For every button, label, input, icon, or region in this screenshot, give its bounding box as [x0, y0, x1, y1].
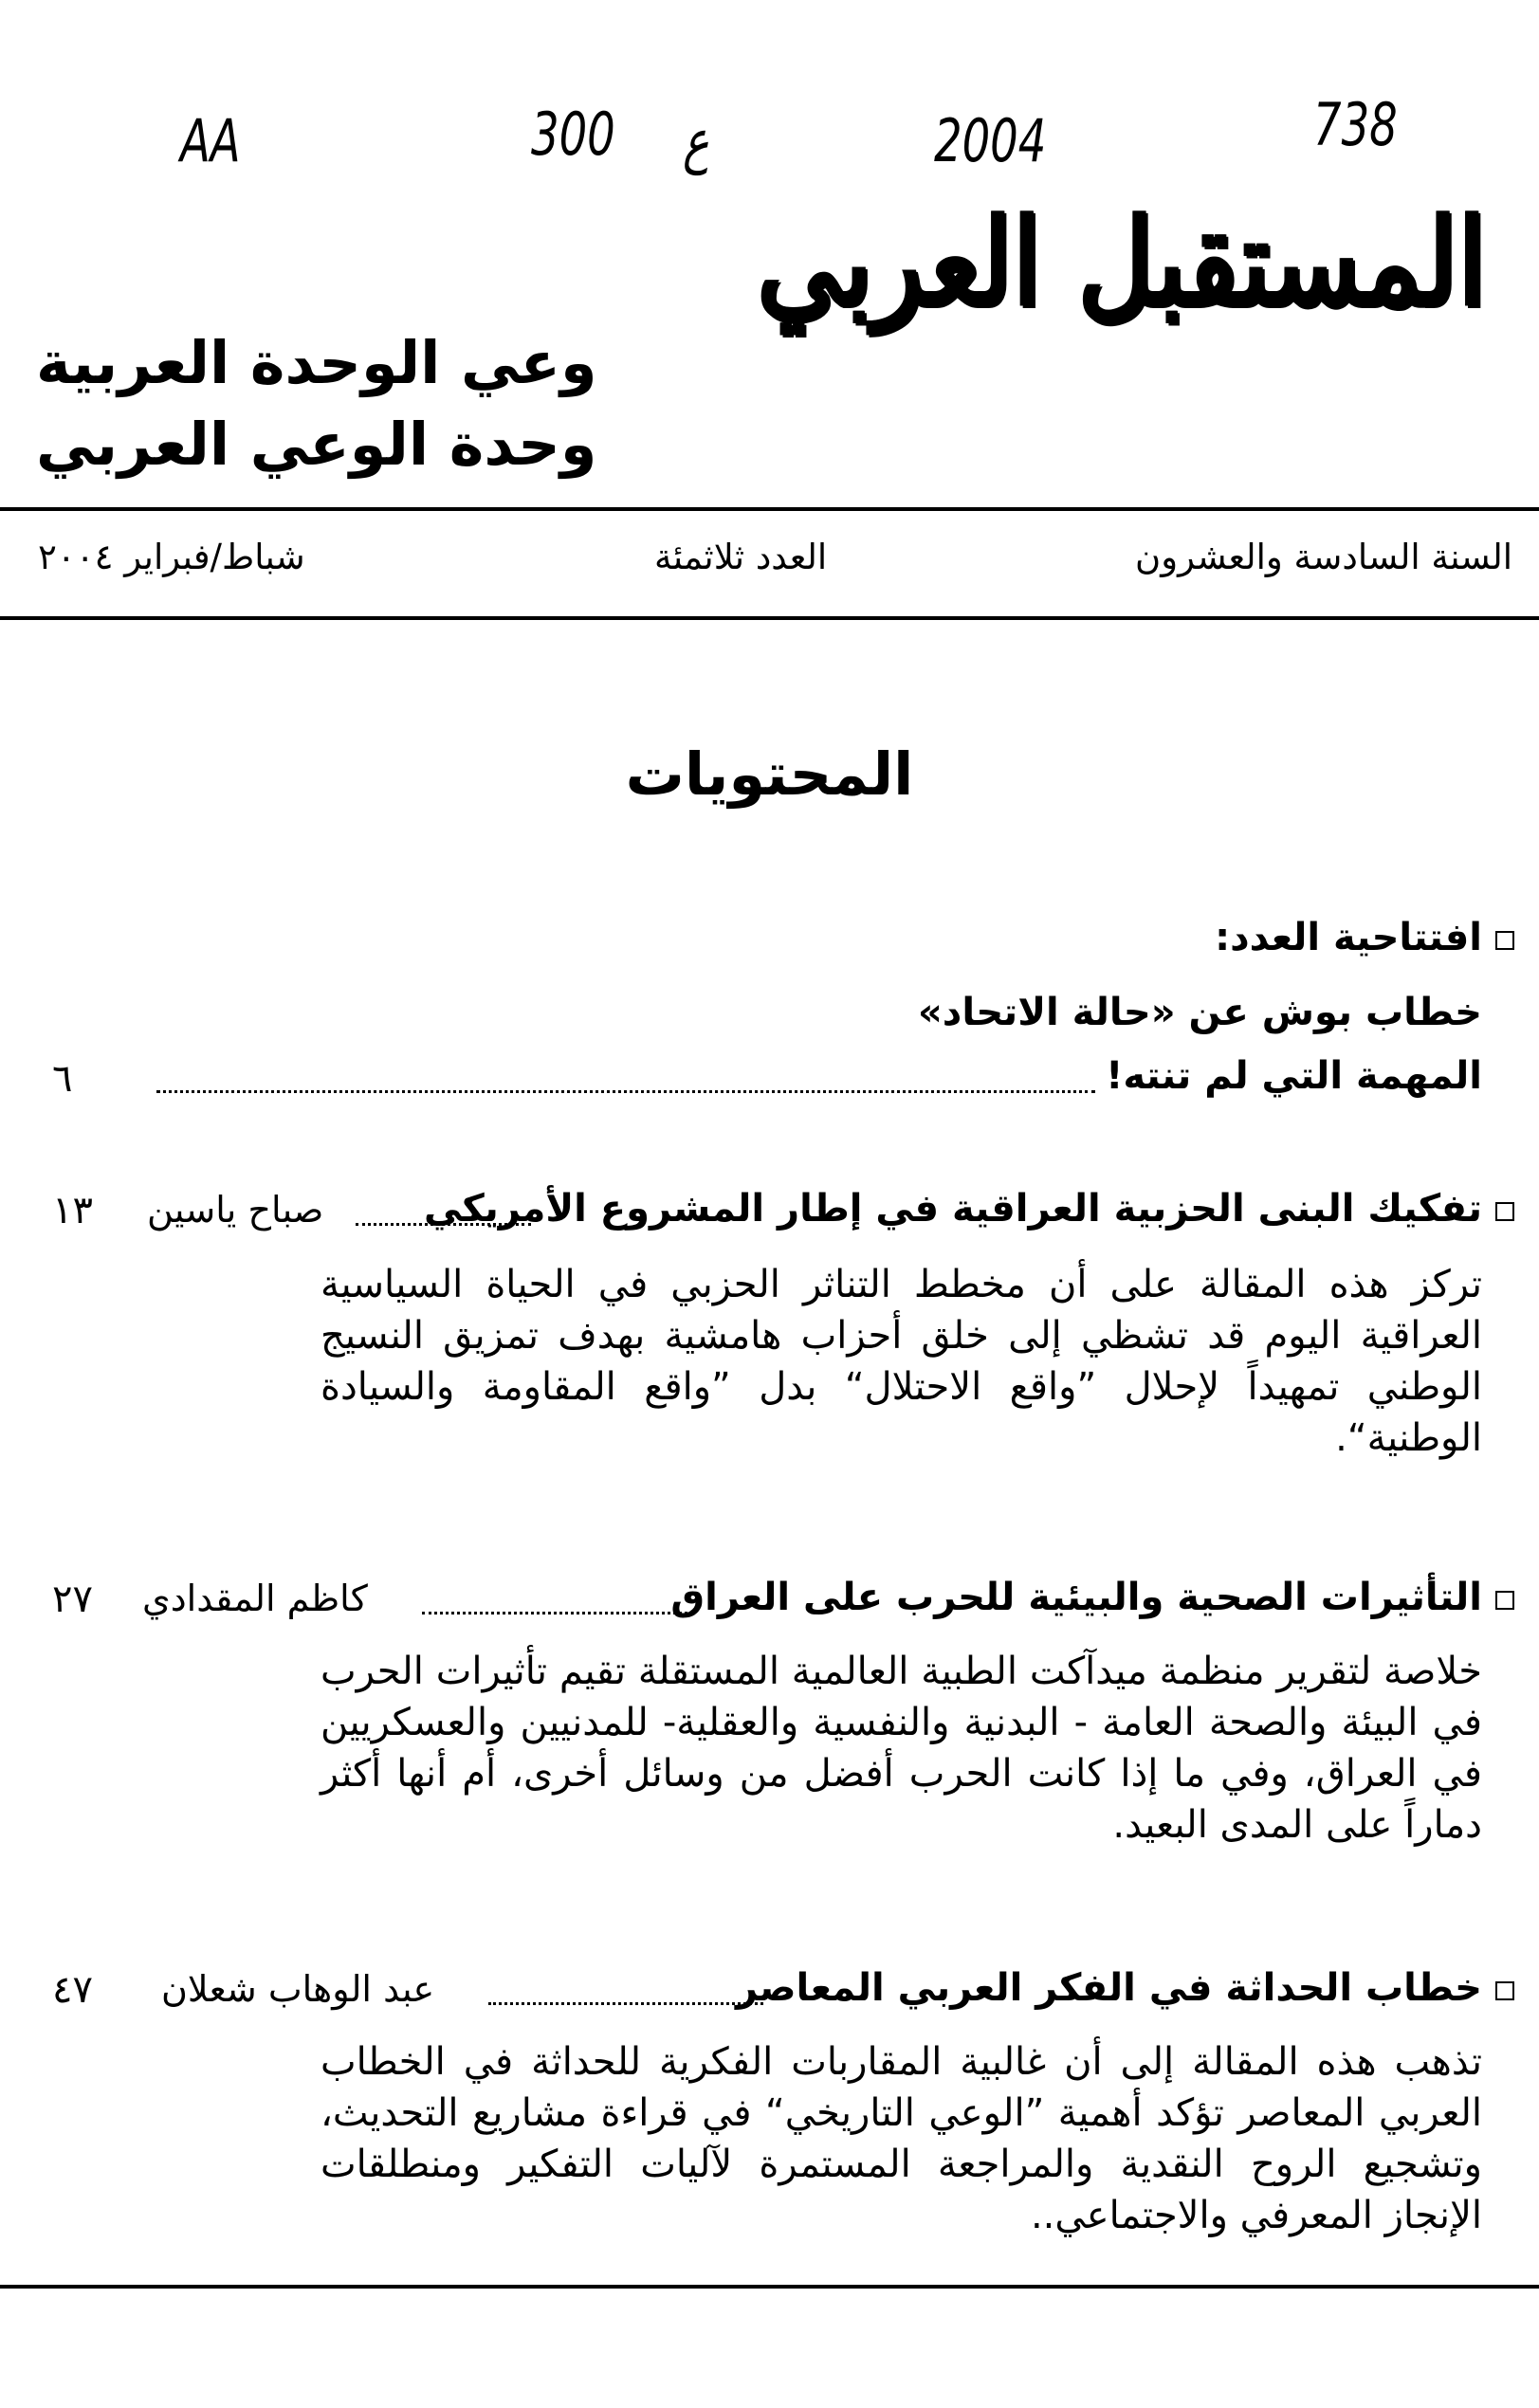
- section-1-line-2: المهمة التي لم تنته!: [1106, 1054, 1482, 1098]
- header-rule-bottom: [0, 616, 1539, 620]
- handwritten-number: 300: [531, 100, 615, 169]
- section-1-page: ٦: [52, 1057, 73, 1101]
- handwritten-code: AA: [180, 106, 241, 175]
- section-4-checkbox: [1495, 1981, 1514, 2000]
- handwritten-letter: ع: [683, 106, 709, 175]
- year-label: السنة السادسة والعشرون: [1135, 537, 1512, 577]
- section-2-checkbox: [1495, 1202, 1514, 1221]
- footer-rule: [0, 2285, 1539, 2289]
- section-3-page: ٢٧: [52, 1578, 93, 1621]
- section-1-title: افتتاحية العدد:: [1215, 916, 1482, 959]
- slogan-line-2: وحدة الوعي العربي: [36, 410, 597, 479]
- contents-title: المحتويات: [625, 739, 914, 809]
- section-2-page: ١٣: [52, 1189, 93, 1232]
- date-label: شباط/فبراير ٢٠٠٤: [38, 537, 305, 577]
- issue-label: العدد ثلاثمئة: [654, 537, 828, 577]
- handwritten-year: 2004: [934, 106, 1047, 175]
- handwritten-ref: 738: [1313, 90, 1398, 159]
- section-4-author: عبد الوهاب شعلان: [161, 1968, 435, 2010]
- section-4-title: خطاب الحداثة في الفكر العربي المعاصر: [736, 1966, 1482, 2010]
- section-1-leader: [156, 1090, 1095, 1093]
- section-3-checkbox: [1495, 1591, 1514, 1610]
- section-4-page: ٤٧: [52, 1968, 93, 2012]
- section-1-checkbox: [1495, 931, 1514, 950]
- section-1-line-1: خطاب بوش عن «حالة الاتحاد»: [917, 991, 1482, 1034]
- section-2-abstract: تركز هذه المقالة على أن مخطط التناثر الحزبي في الحياة السياسية العراقية اليوم قد تشظي إلى خلق أحزاب هامشية بهدف تمزيق النسيج الوطني تمهيداً لإحلال ”واقع الاحتلال“ بدل ”واقع المقاومة والسيادة الوطنية“.: [321, 1263, 1482, 1460]
- section-4-abstract: تذهب هذه المقالة إلى أن غالبية المقاربات الفكرية للحداثة في الخطاب العربي المعاصر تؤكد أهمية ”الوعي التاريخي“ في قراءة مشاريع التحديث، وتشجيع الروح النقدية والمراجعة المستمرة لآليات التفكير ومنطلقات الإنجاز المعرفي والاجتماعي..: [321, 2040, 1482, 2237]
- section-3-title: التأثيرات الصحية والبيئية للحرب على العراق: [670, 1576, 1482, 1619]
- section-4-leader: [488, 2002, 763, 2005]
- section-3-abstract: خلاصة لتقرير منظمة ميدآكت الطبية العالمية المستقلة تقيم تأثيرات الحرب في البيئة والصحة العامة - البدنية والنفسية والعقلية- للمدنيين والعسكريين في العراق، وفي ما إذا كانت الحرب أفضل من وسائل أخرى، أم أنها أكثر دماراً على المدى البعيد.: [321, 1650, 1482, 1847]
- section-3-leader: [422, 1612, 687, 1614]
- section-3-author: كاظم المقدادي: [142, 1578, 368, 1619]
- section-2-title: تفكيك البنى الحزبية العراقية في إطار المشروع الأمريكي: [423, 1187, 1482, 1231]
- section-2-leader: [356, 1223, 531, 1226]
- slogan-line-1: وعي الوحدة العربية: [36, 328, 597, 397]
- magazine-logo: المستقبل العربي: [757, 192, 1487, 333]
- header-rule-top: [0, 507, 1539, 511]
- section-2-author: صباح ياسين: [147, 1189, 324, 1231]
